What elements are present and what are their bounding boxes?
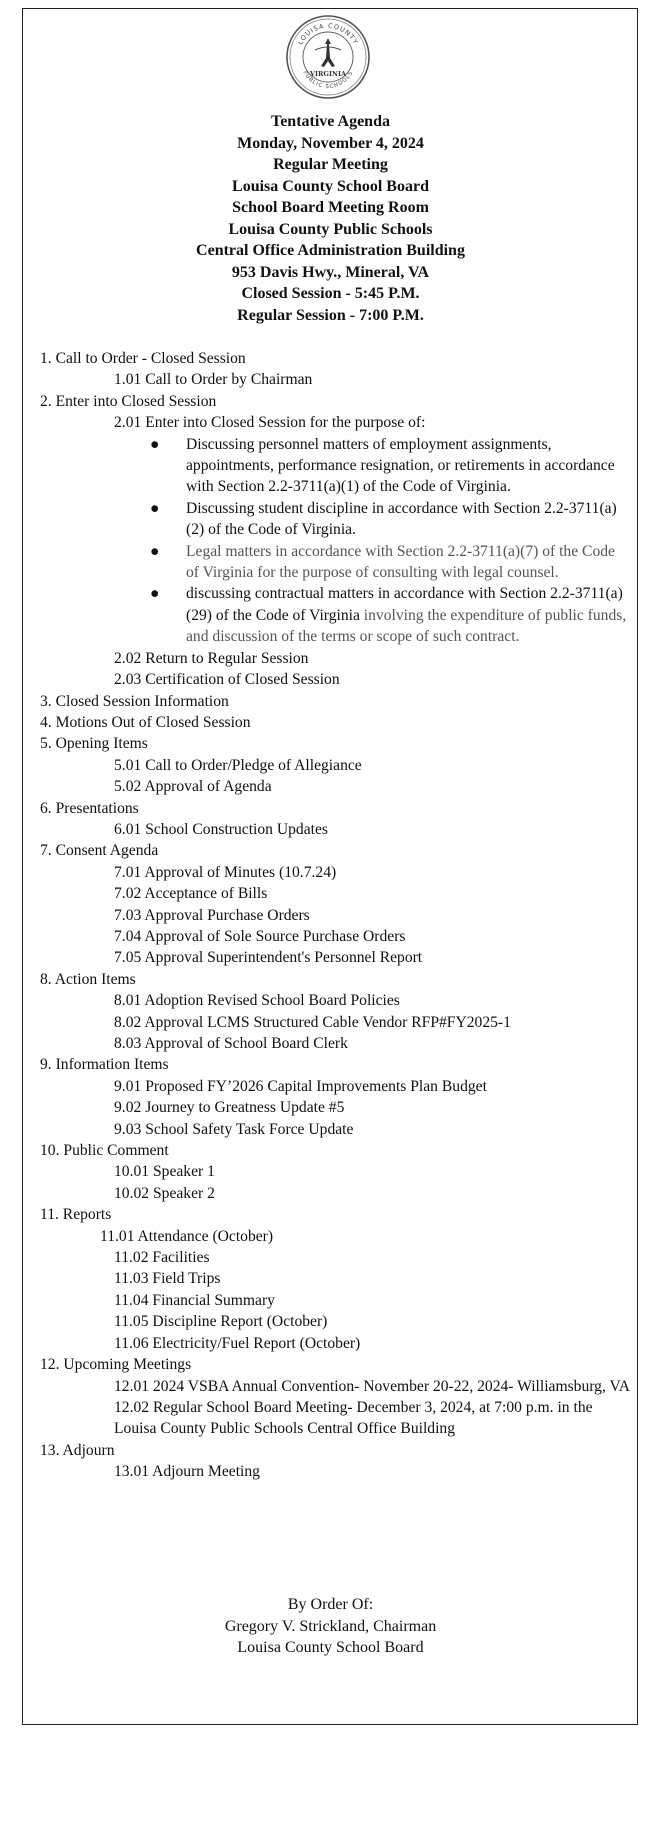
header-line: Regular Meeting: [273, 156, 388, 173]
header-line: 953 Davis Hwy., Mineral, VA: [231, 263, 430, 281]
agenda-item: 9.03 School Safety Task Force Update: [114, 1120, 354, 1138]
agenda-section: 12. Upcoming Meetings: [40, 1356, 192, 1374]
signature-block: [0, 1594, 661, 1659]
agenda-section: 3. Closed Session Information: [40, 692, 229, 710]
purpose-bullet: ● Discussing personnel matters of employment assignments, appointments, performance resignation, or retirements in accordance with Section 2.2-3711(a)(1) of the Code of Virginia.: [150, 435, 615, 496]
header-line: Regular Session - 7:00 P.M.: [237, 306, 424, 324]
svg-text:PUBLIC SCHOOLS: PUBLIC SCHOOLS: [301, 70, 355, 91]
agenda-item: 11.01 Attendance (October): [100, 1227, 274, 1245]
agenda-section: 2. Enter into Closed Session: [40, 392, 217, 410]
agenda-item: 11.02 Facilities: [114, 1249, 210, 1267]
school-seal-logo: [285, 14, 371, 100]
agenda-item: 7.04 Approval of Sole Source Purchase Orders: [114, 927, 406, 945]
agenda-item: 13.01 Adjourn Meeting: [114, 1463, 260, 1481]
agenda-item: 8.02 Approval LCMS Structured Cable Vendor RFP#FY2025-1: [114, 1013, 511, 1031]
by-order-of: By Order Of:: [287, 1596, 374, 1613]
agenda-item: 2.01 Enter into Closed Session for the purpose of:: [114, 414, 426, 432]
agenda-section: 5. Opening Items: [40, 735, 148, 753]
svg-text:VIRGINIA: VIRGINIA: [309, 70, 347, 78]
header-line: Tentative Agenda: [271, 113, 390, 130]
purpose-bullet: ● Legal matters in accordance with Section 2.2-3711(a)(7) of the Code of Virginia for the purpose of consulting with legal counsel.: [150, 542, 615, 582]
agenda-list: [40, 348, 630, 1483]
agenda-item: 9.01 Proposed FY’2026 Capital Improvements Plan Budget: [114, 1077, 487, 1095]
agenda-item: 2.02 Return to Regular Session: [114, 649, 309, 667]
agenda-item: 12.02 Regular School Board Meeting- December 3, 2024, at 7:00 p.m. in the Louisa County Public Schools Central Office Building: [114, 1398, 593, 1438]
header-line: Central Office Administration Building: [196, 242, 465, 259]
agenda-section: 4. Motions Out of Closed Session: [40, 713, 251, 731]
agenda-item: 7.05 Approval Superintendent's Personnel Report: [114, 949, 423, 967]
board-name: Louisa County School Board: [237, 1639, 424, 1656]
agenda-section: 1. Call to Order - Closed Session: [40, 350, 246, 367]
agenda-item: 7.03 Approval Purchase Orders: [114, 906, 310, 924]
agenda-item: 9.02 Journey to Greatness Update #5: [114, 1099, 345, 1117]
agenda-section: 8. Action Items: [40, 970, 136, 988]
agenda-section: 6. Presentations: [40, 799, 139, 817]
agenda-section: 13. Adjourn: [40, 1441, 115, 1459]
purpose-bullet: ● discussing contractual matters in accordance with Section 2.2-3711(a)(29) of the Code of Virginia involving the expenditure of public funds, and discussion of the terms or scope of such contract.: [150, 585, 627, 646]
closed-session-purposes: [40, 434, 630, 648]
header-line: Monday, November 4, 2024: [237, 134, 424, 152]
agenda-item: 11.03 Field Trips: [114, 1270, 221, 1288]
agenda-item: 7.02 Acceptance of Bills: [114, 885, 268, 903]
agenda-item: 11.04 Financial Summary: [114, 1291, 275, 1309]
agenda-section: 9. Information Items: [40, 1056, 169, 1074]
agenda-item: 1.01 Call to Order by Chairman: [114, 371, 313, 389]
agenda-item: 5.02 Approval of Agenda: [114, 778, 272, 796]
agenda-section: 11. Reports: [40, 1206, 112, 1224]
agenda-section: 7. Consent Agenda: [40, 842, 159, 860]
agenda-item: 6.01 School Construction Updates: [114, 820, 328, 838]
agenda-item: 7.01 Approval of Minutes (10.7.24): [114, 863, 337, 881]
agenda-item: 2.03 Certification of Closed Session: [114, 671, 340, 689]
agenda-item: 8.01 Adoption Revised School Board Policies: [114, 992, 400, 1010]
agenda-item: 5.01 Call to Order/Pledge of Allegiance: [114, 756, 362, 774]
agenda-header: [0, 111, 661, 326]
svg-text:LOUISA COUNTY: LOUISA COUNTY: [296, 21, 360, 46]
header-line: School Board Meeting Room: [232, 199, 429, 216]
purpose-bullet: ● Discussing student discipline in accordance with Section 2.2-3711(a)(2) of the Code of Virginia.: [150, 499, 617, 539]
header-line: Louisa County School Board: [232, 177, 429, 195]
chairman-name: Gregory V. Strickland, Chairman: [224, 1617, 437, 1635]
agenda-item: 11.05 Discipline Report (October): [114, 1313, 328, 1331]
header-line: Closed Session - 5:45 P.M.: [241, 285, 420, 302]
agenda-item: 10.02 Speaker 2: [114, 1184, 215, 1202]
agenda-item: 10.01 Speaker 1: [114, 1163, 215, 1181]
agenda-item: 11.06 Electricity/Fuel Report (October): [114, 1334, 361, 1352]
agenda-item: 8.03 Approval of School Board Clerk: [114, 1035, 348, 1052]
header-line: Louisa County Public Schools: [228, 220, 433, 238]
agenda-section: 10. Public Comment: [40, 1142, 169, 1160]
agenda-item: 12.01 2024 VSBA Annual Convention- November 20-22, 2024- Williamsburg, VA: [114, 1377, 630, 1395]
